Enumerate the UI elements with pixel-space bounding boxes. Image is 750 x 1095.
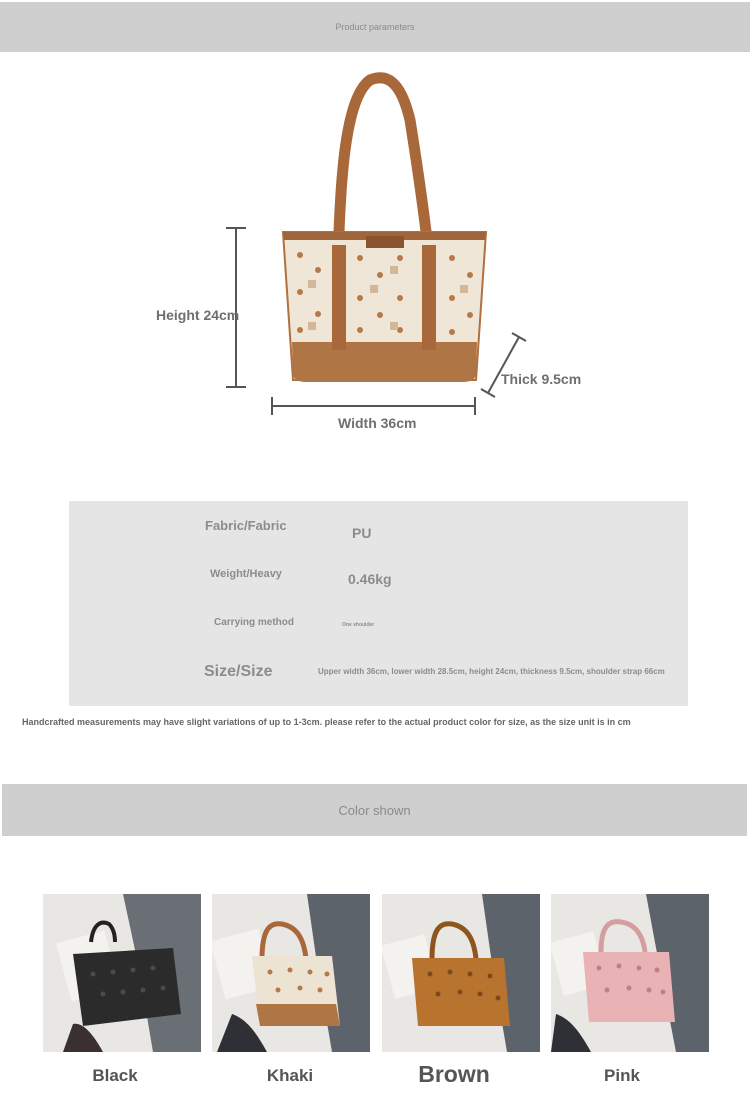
- spec-size-label: Size/Size: [204, 663, 273, 680]
- color-label-brown: Brown: [418, 1061, 490, 1087]
- color-label-black: Black: [92, 1066, 138, 1085]
- section-title-colors: Color shown: [338, 802, 411, 818]
- spec-weight-value: 0.46kg: [348, 571, 392, 587]
- section-header-parameters: [0, 2, 750, 52]
- color-swatch-pink[interactable]: [551, 894, 709, 1052]
- measurement-note: Handcrafted measurements may have slight variations of up to 1-3cm. please refer to the actual product color for size, as the size unit is in cm: [22, 717, 631, 727]
- spec-fabric-label: Fabric/Fabric: [205, 518, 287, 533]
- spec-carry-label: Carrying method: [214, 617, 295, 628]
- section-title: Product parameters: [335, 22, 415, 32]
- spec-table: [69, 501, 688, 706]
- spec-fabric-value: PU: [352, 525, 372, 541]
- bag-photo-pink: [551, 894, 709, 1052]
- bag-body: [283, 232, 486, 382]
- bag-photo-khaki: [212, 894, 370, 1052]
- spec-size-value: Upper width 36cm, lower width 28.5cm, height 24cm, thickness 9.5cm, shoulder strap 66cm: [318, 667, 665, 676]
- width-label: Width 36cm: [338, 415, 417, 431]
- color-swatch-black[interactable]: [43, 894, 201, 1052]
- height-label: Height 24cm: [156, 307, 240, 323]
- bag-photo-brown: [382, 894, 540, 1052]
- color-swatch-brown[interactable]: [382, 894, 540, 1052]
- bag-dimension-illustration: [0, 60, 750, 460]
- thickness-label: Thick 9.5cm: [501, 371, 582, 387]
- thickness-marker: [481, 333, 526, 397]
- section-header-colors: [2, 784, 747, 836]
- spec-carry-value: One shoulder: [342, 622, 375, 628]
- width-marker: [272, 397, 475, 415]
- bag-photo-black: [43, 894, 201, 1052]
- color-label-khaki: Khaki: [266, 1066, 314, 1085]
- color-label-pink: Pink: [604, 1066, 640, 1085]
- color-swatch-khaki[interactable]: [212, 894, 370, 1052]
- spec-weight-label: Weight/Heavy: [210, 568, 282, 580]
